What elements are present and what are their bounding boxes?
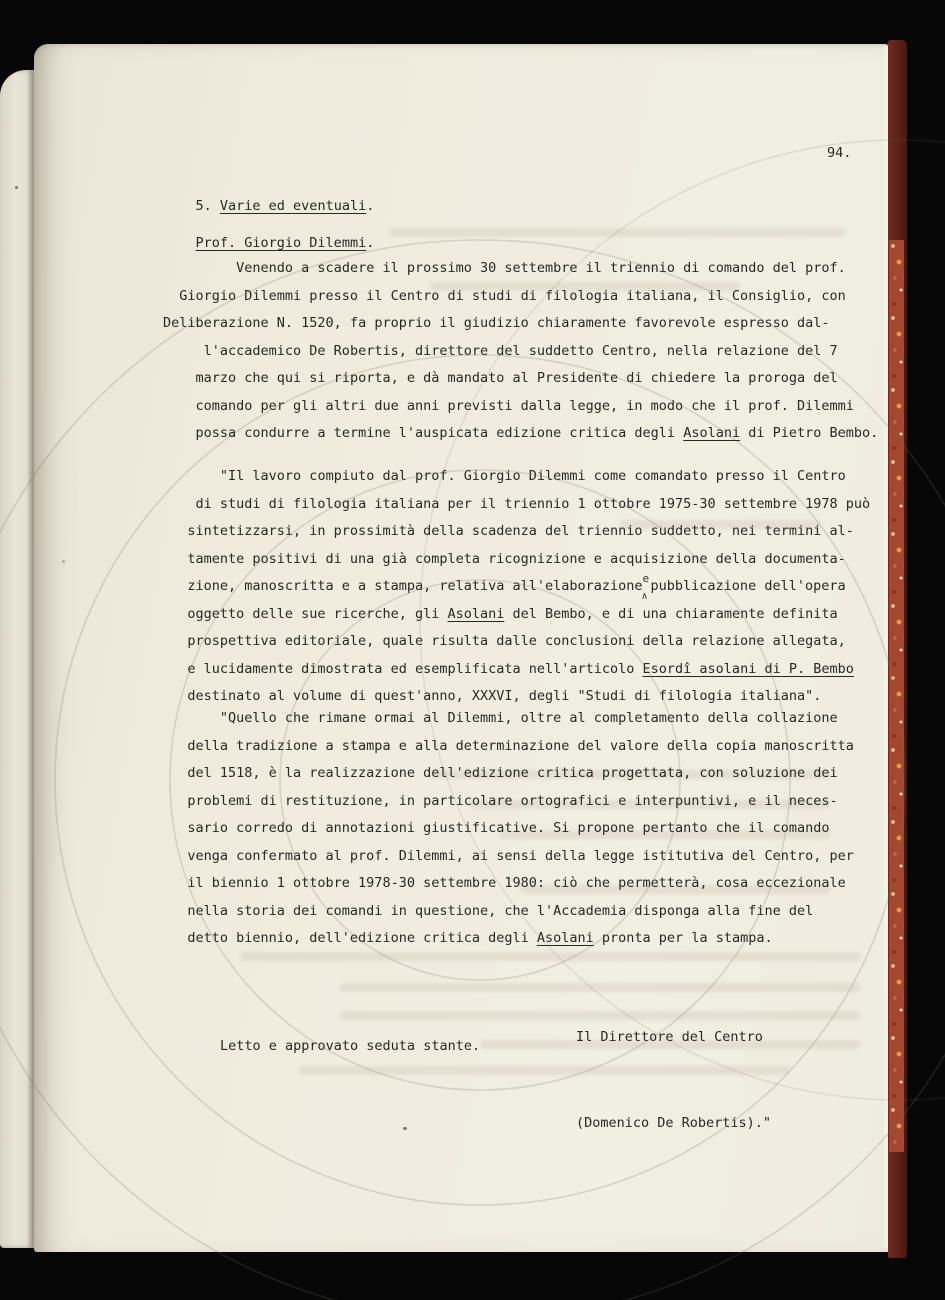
text-line [163,705,854,733]
dust-speck [403,1127,407,1130]
text-line [163,463,870,491]
text-segment: e lucidamente dimostrata ed esemplificata nell'articolo [187,660,643,677]
signature-line: Il Direttore del Centro [576,1029,763,1045]
text-line [163,733,854,761]
text-line [163,656,870,684]
text-segment: prospettiva editoriale, quale risulta dalle conclusioni della relazione allegata, [187,633,846,649]
bleed-through-line [390,228,845,237]
text-line [163,310,878,338]
text-segment: Asolani [536,930,594,946]
paragraph [163,463,870,711]
text-line [163,283,878,311]
page-number: 94. [827,145,852,161]
text-segment: di studi di filologia italiana per il triennio 1 ottobre 1975-30 settembre 1978 può [195,495,871,512]
text-line [163,230,374,258]
text-segment: . [366,198,375,214]
text-segment: Venendo a scadere il prossimo 30 settembre il triennio di comando del prof. [236,260,846,276]
text-segment: sario corredo di annotazioni giustificative. Si propone pertanto che il comando [187,820,830,836]
book-cover-edge [888,40,907,1258]
text-segment: Varie ed eventuali [219,198,367,214]
text-segment: di Pietro Bembo. [740,425,879,441]
text-line [163,925,854,953]
text-line [163,365,878,393]
text-segment: "Il lavoro compiuto dal prof. Giorgio Dilemmi come comandato presso il Centro [219,468,846,484]
paragraph [163,705,854,953]
dust-speck [15,186,18,189]
text-segment: il biennio 1 ottobre 1978-30 settembre 1980: ciò che permetterà, cosa eccezionale [187,875,846,891]
text-segment: venga confermato al prof. Dilemmi, ai sensi della legge istitutiva del Centro, per [187,847,854,864]
previous-page-edge [0,70,34,1248]
text-segment: Giorgio Dilemmi presso il Centro di studi di filologia italiana, il Consiglio, con [179,287,846,304]
signature-line: (Domenico De Robertis)." [576,1114,772,1131]
text-line [163,193,374,221]
text-line [163,628,870,656]
text-line [163,393,878,421]
text-line [163,546,870,574]
text-segment: sintetizzarsi, in prossimità della scadenza del triennio suddetto, nei termini al- [187,523,854,539]
text-segment: l'accademico De Robertis, direttore del suddetto Centro, nella relazione del 7 [203,342,838,359]
text-segment: Deliberazione N. 1520, fa proprio il giudizio chiaramente favorevole espresso dal- [163,315,830,331]
text-segment: pubblicazione dell'opera [650,578,846,594]
text-segment: del 1518, è la realizzazione dell'edizione critica progettata, con soluzione dei [187,765,838,781]
handwritten-insertion: e ∧ [641,572,650,602]
text-segment: marzo che qui si riporta, e dà mandato al Presidente di chiedere la proroga del [195,370,838,386]
text-segment: tamente positivi di una già completa ricognizione e acquisizione della documenta- [187,550,846,567]
text-segment: pronta per la stampa. [593,930,773,946]
text-segment: nella storia dei comandi in questione, che l'Accademia disponga alla fine del [187,902,814,919]
text-line [163,420,878,448]
text-segment: possa condurre a termine l'auspicata edizione critica degli [195,425,684,441]
text-line [163,898,854,926]
text-segment: problemi di restituzione, in particolare ortografici e interpuntivi, e il neces- [187,792,838,809]
bleed-through-line [240,952,860,961]
text-line [163,338,878,366]
text-line [163,601,870,629]
subsection-heading [163,230,374,258]
dust-speck [62,560,65,563]
signature-block [576,966,771,1194]
text-line [163,518,870,546]
marbled-endpaper-edge [889,240,904,1152]
text-line [163,815,854,843]
text-segment: Prof. Giorgio Dilemmi [195,235,367,251]
text-segment: detto biennio, dell'edizione critica degli [187,930,537,946]
text-segment: comando per gli altri due anni previsti dalla legge, in modo che il prof. Dilemmi [195,397,854,414]
text-segment: oggetto delle sue ricerche, gli [187,605,448,622]
text-line [163,255,878,283]
text-segment: "Quello che rimane ormai al Dilemmi, oltre al completamento della collazione [219,710,838,726]
text-segment: Esordî asolani di P. Bembo [642,660,854,677]
text-segment: Asolani [683,425,741,441]
text-line [163,788,854,816]
text-segment: destinato al volume di quest'anno, XXXVI, degli "Studi di filologia italiana". [187,688,822,704]
text-line [163,491,870,519]
text-segment: della tradizione a stampa e alla determinazione del valore della copia manoscritta [187,737,854,754]
text-line [163,760,854,788]
text-line [163,843,854,871]
text-segment: . [366,235,375,251]
text-segment: del Bembo, e di una chiaramente definita [504,605,838,622]
text-line [163,870,854,898]
section-heading [163,193,374,221]
paragraph [163,255,878,448]
text-segment: 5. [195,198,220,214]
text-line [163,573,870,601]
text-segment: zione, manoscritta e a stampa, relativa all'elaborazione [187,578,643,594]
closing-line: Letto e approvato seduta stante. [220,1038,481,1054]
text-segment: Asolani [447,605,505,622]
